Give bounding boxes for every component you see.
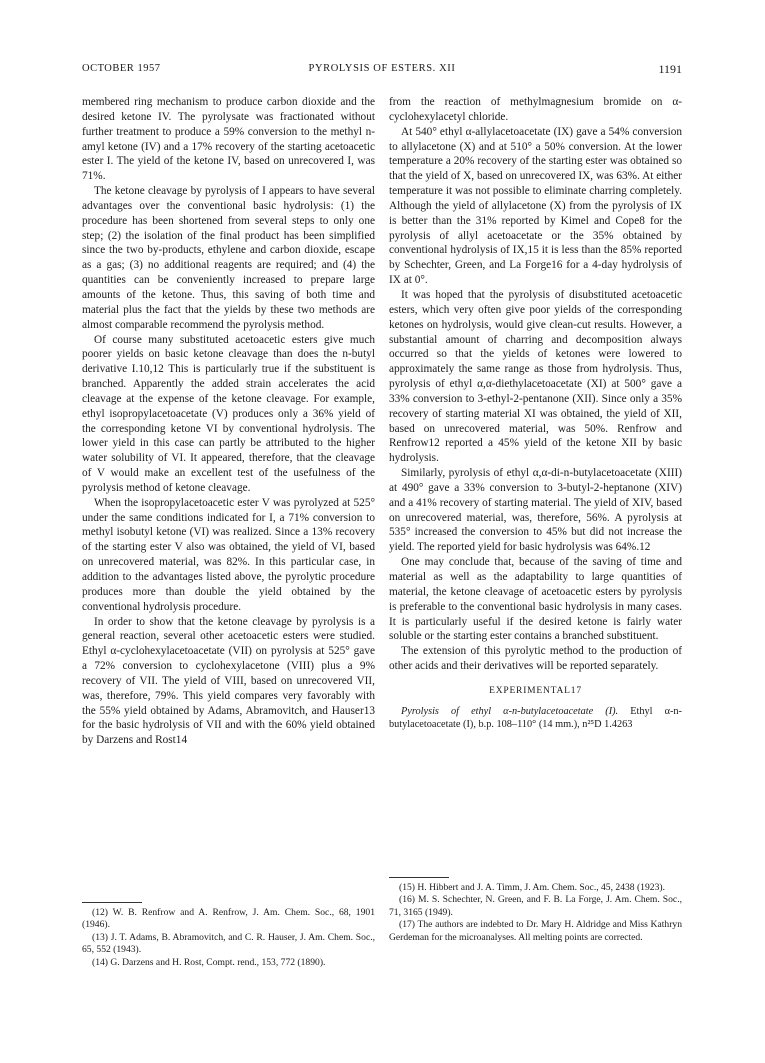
paragraph: The extension of this pyrolytic method to the production of other acids and their derivatives will be reported separately. <box>389 645 682 673</box>
footnote-rule-left <box>82 902 142 903</box>
paragraph: Of course many substituted acetoacetic esters give much poorer yields on basic ketone cleavage than does the n-butyl derivative I.10,12 This is particularly true if the substituent is branched. Apparently the added strain accelerates the acid cleavage at the expense of the ketone cleavage. For example, ethyl isopropylacetoacetate (V) produces only a 36% yield of the corresponding ketone VI by conventional hydrolysis. The lower yield in this case can partly be attributed to the higher water solubility of VI. It appeared, therefore, that the cleavage of V would make an excellent test of the usefulness of the pyrolysis method of ketone cleavage. <box>82 333 375 494</box>
section-heading-experimental: EXPERIMENTAL17 <box>489 685 582 696</box>
paragraph: from the reaction of methylmagnesium bromide on α-cyclohexylacetyl chloride. <box>389 96 682 123</box>
left-column <box>82 95 375 748</box>
run-in-title: Pyrolysis of ethyl α-n-butylacetoacetate (I). <box>401 705 619 717</box>
footnote: (17) The authors are indebted to Dr. Mary H. Aldridge and Miss Kathryn Gerdeman for the microanalyses. All melting points are corrected. <box>389 919 682 943</box>
paragraph: Similarly, pyrolysis of ethyl α,α-di-n-butylacetoacetate (XIII) at 490° gave a 33% conversion to 3-butyl-2-heptanone (XIV) and a 41% recovery of starting material. The yield of XIV, based on unrecovered material, was, therefore, 56%. A pyrolysis at 535° increased the conversion to 45% but did not increase the yield. The reported yield for basic hydrolysis was 64%.12 <box>389 467 682 554</box>
header-date: OCTOBER 1957 <box>82 63 161 74</box>
footnotes-left <box>82 907 375 969</box>
header-title: PYROLYSIS OF ESTERS. XII <box>308 63 456 74</box>
running-header <box>82 63 682 79</box>
paragraph: It was hoped that the pyrolysis of disubstituted acetoacetic esters, which very often give poor yields of the corresponding ketones on hydrolysis, would give clean-cut results. However, a substantial amount of charring and decomposition always occurred so that the yields of ketones were lowered to approximately the same range as those from hydrolysis. Thus, pyrolysis of ethyl α,α-diethylacetoacetate (XI) at 500° gave a 33% conversion to 3-ethyl-2-pentanone (XII). Since only a 35% recovery of starting material XI was obtained, the yield of XII, based on unrecovered material, was 50%. Renfrow and Renfrow12 reported a 45% yield of the ketone XII by basic hydrolysis. <box>389 288 682 465</box>
paragraph: In order to show that the ketone cleavage by pyrolysis is a general reaction, several other acetoacetic esters were studied. Ethyl α-cyclohexylacetoacetate (VII) on pyrolysis at 525° gave a 72% conversion to cyclohexylacetone (VIII) plus a 9% recovery of VII. The yield of VIII, based on unrecovered VII, was, therefore, 79%. This yield compares very favorably with the 55% yield obtained by Adams, Abramovitch, and Hauser13 for the basic hydrolysis of VII and with the 60% yield obtained by Darzens and Rost14 <box>82 615 375 747</box>
paragraph: membered ring mechanism to produce carbon dioxide and the desired ketone IV. The pyrolysate was fractionated without further treatment to produce a 59% conversion to the methyl n-amyl ketone (IV) and a 17% recovery of the starting acetoacetic ester I. The yield of the ketone IV, based on unrecovered I, was 71%. <box>82 96 375 183</box>
footnote: (13) J. T. Adams, B. Abramovitch, and C. R. Hauser, J. Am. Chem. Soc., 65, 552 (1943). <box>82 931 375 956</box>
right-column <box>389 95 682 732</box>
experimental-paragraph <box>389 705 682 732</box>
footnote: (12) W. B. Renfrow and A. Renfrow, J. Am. Chem. Soc., 68, 1901 (1946). <box>82 907 375 931</box>
paragraph: When the isopropylacetoacetic ester V was pyrolyzed at 525° under the same conditions indicated for I, a 71% conversion to methyl isobutyl ketone (VI) was realized. Since a 13% recovery of the starting ester V also was obtained, the yield of VI, based on unrecovered material, was 82%. In this particular case, in addition to the advantages listed above, the pyrolytic procedure produces more than double the yield obtained by the conventional hydrolysis procedure. <box>82 496 375 613</box>
experimental-text: Ethyl α-n-butylacetoacetate (I), b.p. 108–110° (14 mm.), n²⁵D 1.4263 <box>389 705 682 731</box>
paragraph: At 540° ethyl α-allylacetoacetate (IX) gave a 54% conversion to allylacetone (X) and at 510° a 50% conversion. At the lower temperature a 20% recovery of the starting ester was obtained so that the yield of X, based on unrecovered IX, was 63%. At either temperature it was not possible to eliminate charring completely. Although the yield of allylacetone (X) from the pyrolysis of IX is better than the 31% reported by Kimel and Cope8 for the pyrolysis of allyl acetoacetate or the 35% obtained by conventional hydrolysis of IX,15 it is less than the 85% reported by Schechter, Green, and La Forge16 for a 4-day hydrolysis of IX at 0°. <box>389 125 682 287</box>
footnote: (16) M. S. Schechter, N. Green, and F. B. La Forge, J. Am. Chem. Soc., 71, 3165 (1949). <box>389 894 682 918</box>
footnote-rule-right <box>389 877 449 878</box>
paragraph: One may conclude that, because of the saving of time and material as well as the adaptability to large quantities of material, the ketone cleavage of acetoacetic esters by pyrolysis is preferable to the conventional basic hydrolysis in many cases. It is particularly useful if the desired ketone is fairly water soluble or the starting ester contains a branched substituent. <box>389 556 682 643</box>
page-number: 1191 <box>658 62 682 76</box>
footnotes-right <box>389 882 682 944</box>
footnote: (14) G. Darzens and H. Rost, Compt. rend., 153, 772 (1890). <box>92 956 326 968</box>
footnote: (15) H. Hibbert and J. A. Timm, J. Am. Chem. Soc., 45, 2438 (1923). <box>399 882 665 893</box>
paragraph: The ketone cleavage by pyrolysis of I appears to have several advantages over the conventional basic hydrolysis: (1) the procedure has been shortened from several steps to only one step; (2) the isolation of the final product has been simplified since the two by-products, ethylene and carbon dioxide, escape as a gas; (3) no additional reagents are required; and (4) the quantities can be conveniently increased to prepare large amounts of the ketone. Thus, this saving of both time and material plus the fact that the yields by these two methods are almost comparable recommend the pyrolysis method. <box>82 185 375 331</box>
